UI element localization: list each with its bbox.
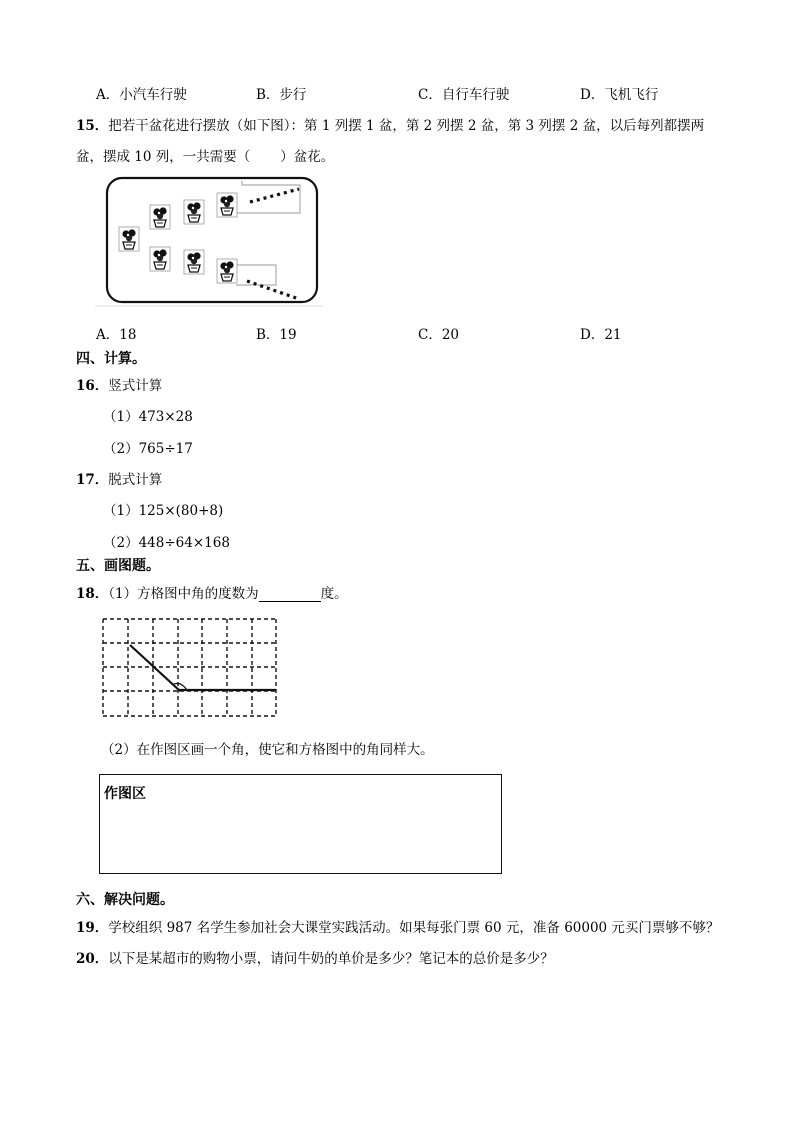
q15-line1 [76, 114, 704, 134]
q15-stem-end: ）盆花。 [280, 149, 335, 165]
q18-part1 [76, 582, 348, 602]
q18-part1-stem: （1）方格图中角的度数为 [108, 586, 259, 602]
q20-text: 以下是某超市的购物小票，请问牛奶的单价是多少？笔记本的总价是多少？ [108, 951, 554, 967]
q18-part2: （2）在作图区画一个角，使它和方格图中的角同样大。 [101, 742, 434, 758]
angle-grid-figure [100, 616, 280, 720]
flower-pots-figure [95, 175, 325, 307]
q17-title: 脱式计算 [108, 472, 163, 488]
section-4-title: 四、计算。 [76, 351, 146, 367]
q18-part1-unit: 度。 [320, 586, 348, 602]
q16-item-1: （1）473×28 [103, 409, 193, 425]
q14-option-d: D．飞机飞行 [580, 87, 659, 103]
q15-option-b: B．19 [256, 327, 297, 343]
answer-blank[interactable] [259, 587, 321, 602]
flower-pot-icon [217, 193, 237, 217]
section-5-title: 五、画图题。 [76, 558, 160, 574]
q15-option-c: C．20 [418, 327, 460, 343]
q17-item-2: （2）448÷64×168 [103, 535, 230, 551]
flower-pot-icon [150, 247, 170, 271]
flower-pot-icon [184, 250, 204, 274]
question-number: 16． [76, 378, 109, 394]
q15-line2 [76, 145, 334, 165]
question-number: 18． [76, 586, 109, 602]
flower-pot-icon [184, 200, 204, 224]
question-number: 20． [76, 951, 109, 967]
q15-option-a: A．18 [96, 327, 137, 343]
flower-pot-icon [150, 205, 170, 229]
q19-text: 学校组织 987 名学生参加社会大课堂实践活动。如果每张门票 60 元，准备 60000 元买门票够不够？ [108, 920, 720, 936]
q14-option-a: A．小汽车行驶 [96, 87, 187, 103]
q15-stem-continued: 盆，摆成 10 列，一共需要（ [76, 149, 251, 165]
q16-item-2: （2）765÷17 [103, 441, 193, 457]
q14-option-c: C．自行车行驶 [418, 87, 510, 103]
drawing-area-label: 作图区 [104, 786, 146, 802]
flower-pot-icon [119, 227, 139, 251]
q17-title-line [76, 468, 162, 488]
question-number: 17． [76, 472, 109, 488]
q19 [76, 916, 719, 936]
q17-item-1: （1）125×(80+8) [103, 503, 224, 519]
question-number: 15． [76, 118, 109, 134]
drawing-area[interactable] [99, 774, 502, 874]
q16-title-line [76, 374, 162, 394]
q14-option-b: B．步行 [256, 87, 307, 103]
flower-pot-icon [217, 259, 237, 283]
q16-title: 竖式计算 [108, 378, 163, 394]
q20 [76, 947, 554, 967]
question-number: 19． [76, 920, 109, 936]
q15-stem: 把若干盆花进行摆放（如下图）：第 1 列摆 1 盆，第 2 列摆 2 盆，第 3 列摆 2 盆，以后每列都摆两 [108, 118, 705, 134]
q15-option-d: D．21 [580, 327, 622, 343]
section-6-title: 六、解决问题。 [76, 892, 174, 908]
